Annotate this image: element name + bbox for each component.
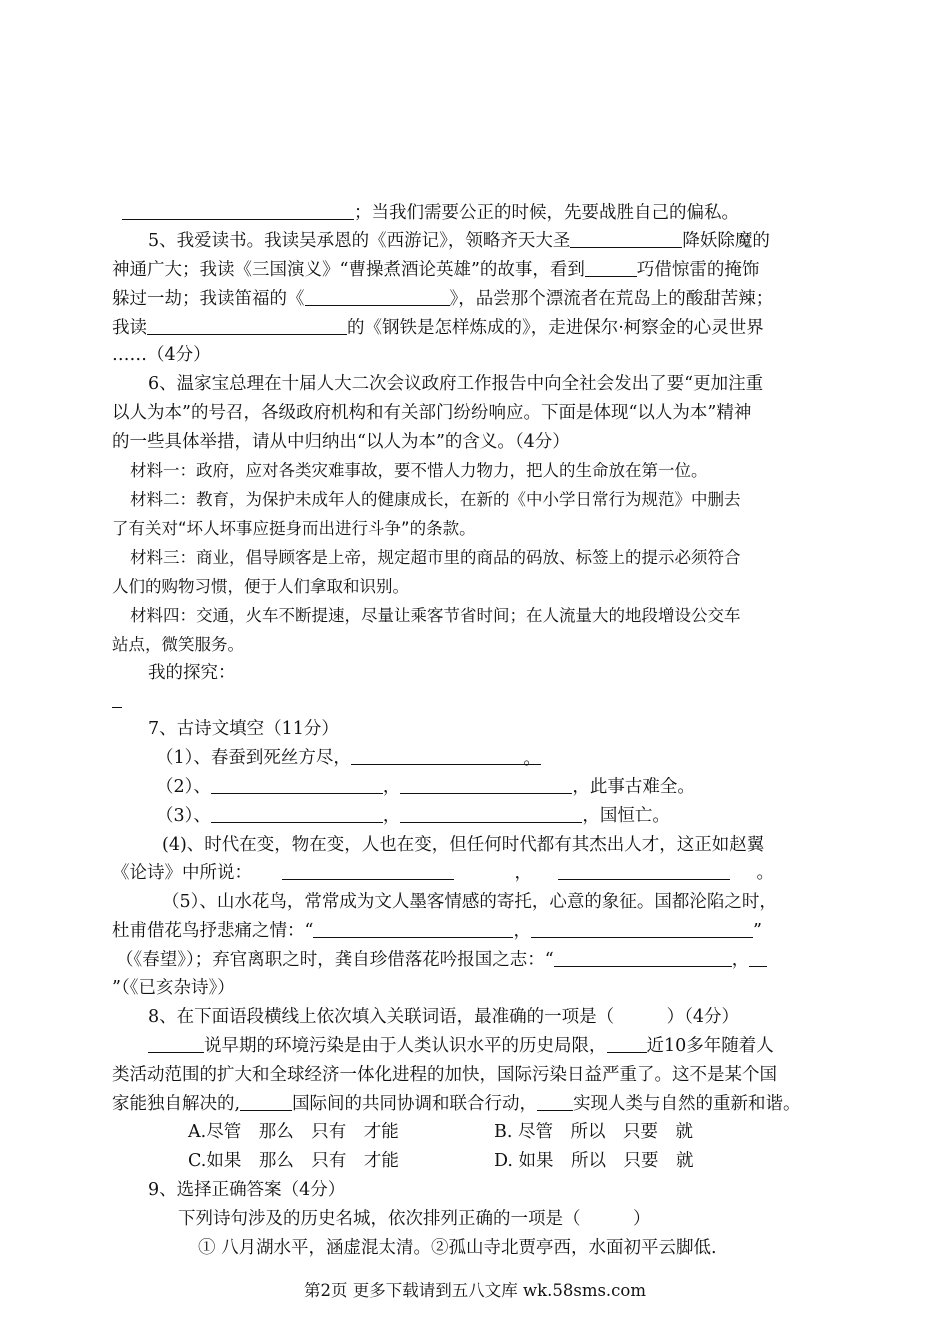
option-c[interactable]: C.如果 那么 只有 才能 xyxy=(188,1151,399,1171)
q5-line4: 我读 的《钢铁是怎样炼成的》，走进保尔·柯察金的心灵世界 xyxy=(112,318,764,338)
q6-line1: 6、温家宝总理在十届人大二次会议政府工作报告中向全社会发出了要“更加注重 xyxy=(148,374,764,394)
material-3-line2: 人们的购物习惯，便于人们拿取和识别。 xyxy=(112,577,409,596)
q7-5-line3: （《春望》）；弃官离职之时，龚自珍借落花吟报国之志：“ ， xyxy=(116,949,767,971)
page-footer: 第2页 更多下载请到五八文库 wk.58sms.com xyxy=(304,1281,646,1300)
blank[interactable] xyxy=(531,921,753,938)
blank[interactable] xyxy=(211,777,383,794)
q7-5-line2: 杜甫借花鸟抒悲痛之情：“ ， ” xyxy=(112,921,762,941)
q7-4-line2: 《论诗》中所说： ， 。 xyxy=(112,863,774,883)
blank[interactable] xyxy=(400,806,582,823)
q8-line2: 类活动范围的扩大和全球经济一体化进程的加快，国际污染日益严重了。这不是某个国 xyxy=(112,1065,777,1085)
blank[interactable] xyxy=(147,318,347,335)
blank[interactable] xyxy=(240,1094,292,1111)
blank[interactable] xyxy=(400,777,572,794)
blank[interactable] xyxy=(305,289,450,306)
q6-line3: 的一些具体举措，请从中归纳出“以人为本”的含义。（4分） xyxy=(112,432,570,452)
q8-line3: 家能独自解决的, 国际间的共同协调和联合行动， 实现人类与自然的重新和谐。 xyxy=(112,1094,801,1114)
blank[interactable] xyxy=(585,260,637,277)
blank[interactable]: 。 xyxy=(351,748,541,765)
q9-poems: ① 八月湖水平，涵虚混太清。②孤山寺北贾亭西，水面初平云脚低. xyxy=(198,1238,717,1258)
material-4-line2: 站点，微笑服务。 xyxy=(112,635,244,654)
material-1: 材料一：政府，应对各类灾难事故，要不惜人力物力，把人的生命放在第一位。 xyxy=(130,461,708,480)
q8-options-row2 xyxy=(188,1150,694,1172)
q5-line1: 5、我爱读书。我读吴承恩的《西游记》，领略齐天大圣 降妖除魔的 xyxy=(148,231,770,251)
option-d[interactable]: D. 如果 所以 只要 就 xyxy=(494,1151,694,1171)
option-b[interactable]: B. 尽管 所以 只要 就 xyxy=(494,1122,693,1142)
blank[interactable] xyxy=(282,863,454,880)
q8-line1: 说早期的环境污染是由于人类认识水平的历史局限， 近10多年随着人 xyxy=(148,1035,774,1057)
blank[interactable] xyxy=(570,231,682,248)
q8-title: 8、在下面语段横线上依次填入关联词语，最准确的一项是（ ）（4分） xyxy=(148,1007,740,1027)
my-exploration-label: 我的探究： xyxy=(148,663,236,683)
q7-3: （3）、 ， ，国恒亡。 xyxy=(156,806,670,826)
q6-line2: 以人为本”的号召，各级政府机构和有关部门纷纷响应。下面是体现“以人为本”精神 xyxy=(112,403,752,423)
blank[interactable] xyxy=(122,203,354,220)
q5-line3: 躲过一劫；我读笛福的《 》，品尝那个漂流者在荒岛上的酸甜苦辣； xyxy=(112,289,774,309)
q9-title: 9、选择正确答案（4分） xyxy=(148,1180,346,1200)
q7-title: 7、古诗文填空（11分） xyxy=(148,719,339,739)
q5-line5: ……（4分） xyxy=(112,345,211,365)
blank[interactable] xyxy=(607,1036,647,1053)
blank[interactable] xyxy=(313,921,513,938)
q5-line2: 神通广大；我读《三国演义》“曹操煮酒论英雄”的故事，看到 巧借惊雷的掩饰 xyxy=(112,260,760,280)
q7-5-line1: （5）、山水花鸟，常常成为文人墨客情感的寄托，心意的象征。国都沦陷之时， xyxy=(162,892,777,912)
blank[interactable] xyxy=(211,806,383,823)
answer-line[interactable] xyxy=(112,690,122,712)
blank[interactable] xyxy=(148,1036,204,1053)
option-a[interactable]: A.尽管 那么 只有 才能 xyxy=(188,1122,399,1142)
material-2-line1: 材料二：教育，为保护未成年人的健康成长，在新的《中小学日常行为规范》中删去 xyxy=(130,490,741,509)
blank[interactable] xyxy=(749,950,767,967)
material-4-line1: 材料四：交通，火车不断提速，尽量让乘客节省时间；在人流量大的地段增设公交车 xyxy=(130,606,741,625)
blank[interactable] xyxy=(558,863,730,880)
q8-options-row1 xyxy=(188,1121,693,1143)
q7-5-line4: ”（《已亥杂诗》） xyxy=(112,978,235,998)
blank[interactable] xyxy=(554,950,732,967)
q7-4-line1: (4)、时代在变，物在变，人也在变，但任何时代都有其杰出人才，这正如赵翼 xyxy=(162,835,765,855)
q7-2: （2）、 ， ，此事古难全。 xyxy=(156,777,695,797)
material-2-line2: 了有关对“坏人坏事应挺身而出进行斗争”的条款。 xyxy=(112,519,476,538)
q7-1: （1）、春蚕到死丝方尽， 。 xyxy=(156,748,541,769)
item4-continuation: ；当我们需要公正的时候，先要战胜自己的偏私。 xyxy=(122,202,739,224)
material-3-line1: 材料三：商业，倡导顾客是上帝，规定超市里的商品的码放、标签上的提示必须符合 xyxy=(130,548,741,567)
q9-prompt: 下列诗句涉及的历史名城，依次排列正确的一项是（ ） xyxy=(178,1209,651,1229)
blank[interactable] xyxy=(537,1094,573,1111)
